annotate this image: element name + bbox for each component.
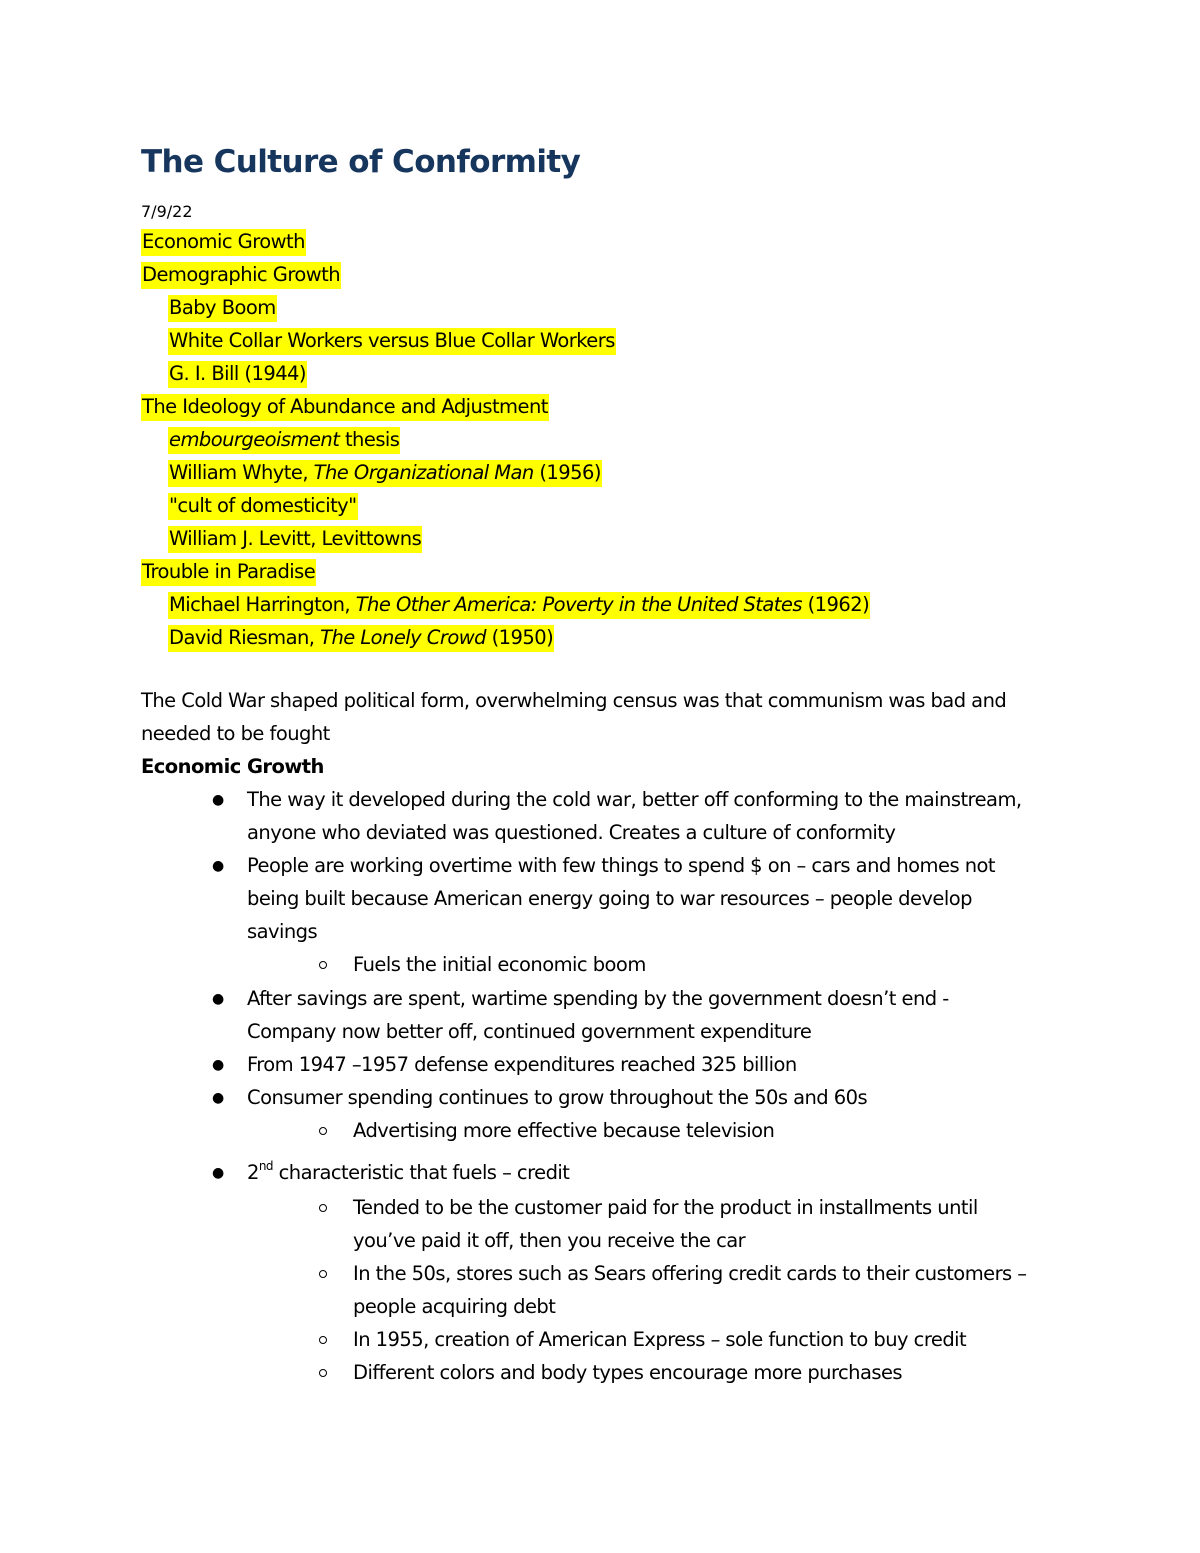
bullet-6-text: characteristic that fuels – credit	[272, 1161, 570, 1184]
outline-ideology-text: The Ideology of Abundance and Adjustment	[141, 394, 549, 421]
outline-collar-workers	[168, 329, 616, 353]
bullet-dot-icon: ●	[212, 1090, 225, 1106]
bullet-2-line-3: savings	[247, 920, 318, 943]
intro-paragraph-line-2: needed to be fought	[141, 722, 330, 745]
bullet-6-ordinal: 2	[247, 1161, 259, 1184]
outline-domesticity	[168, 494, 358, 518]
bullet-2-line-2: being built because American energy going to war resources – people develop	[247, 887, 972, 910]
outline-harrington-text	[168, 592, 870, 619]
bullet-6-sub-2-line-1: In the 50s, stores such as Sears offering credit cards to their customers –	[353, 1262, 1027, 1285]
bullet-6-sub-2-line-2: people acquiring debt	[353, 1295, 556, 1318]
embourgeoisment-rest: thesis	[339, 428, 400, 451]
outline-riesman	[168, 626, 554, 650]
bullet-3-line-1: After savings are spent, wartime spending by the government doesn’t end -	[247, 987, 949, 1010]
date-line: 7/9/22	[141, 202, 193, 221]
outline-embourgeoisment	[168, 428, 400, 452]
outline-gi-bill-text: G. I. Bill (1944)	[168, 361, 307, 388]
outline-ideology	[141, 395, 549, 419]
sub-bullet-circle-icon	[319, 1204, 327, 1212]
bullet-dot-icon: ●	[212, 792, 225, 808]
sub-bullet-circle-icon	[319, 1270, 327, 1278]
sub-bullet-circle-icon	[319, 1336, 327, 1344]
outline-harrington	[168, 593, 870, 617]
harrington-title: The Other America: Poverty in the United States	[355, 593, 802, 616]
bullet-dot-icon: ●	[212, 1165, 225, 1181]
outline-embourgeoisment-text	[168, 427, 400, 454]
bullet-5-line-1: Consumer spending continues to grow throughout the 50s and 60s	[247, 1086, 868, 1109]
outline-demographic-growth-text: Demographic Growth	[141, 262, 341, 289]
bullet-dot-icon: ●	[212, 858, 225, 874]
bullet-6-line-1	[247, 1158, 570, 1185]
whyte-title: The Organizational Man	[313, 461, 534, 484]
outline-trouble-text: Trouble in Paradise	[141, 559, 316, 586]
bullet-2-line-1: People are working overtime with few things to spend $ on – cars and homes not	[247, 854, 995, 877]
bullet-3-line-2: Company now better off, continued government expenditure	[247, 1020, 812, 1043]
outline-baby-boom	[168, 296, 277, 320]
bullet-2-sub-1: Fuels the initial economic boom	[353, 953, 646, 976]
whyte-author: William Whyte,	[169, 461, 314, 484]
sub-bullet-circle-icon	[319, 1127, 327, 1135]
outline-economic-growth	[141, 230, 306, 254]
harrington-author: Michael Harrington,	[169, 593, 356, 616]
outline-riesman-text	[168, 625, 554, 652]
outline-levitt	[168, 527, 422, 551]
outline-collar-workers-text: White Collar Workers versus Blue Collar Workers	[168, 328, 616, 355]
embourgeoisment-italic: embourgeoisment	[169, 428, 340, 451]
outline-whyte-text	[168, 460, 602, 487]
bullet-dot-icon: ●	[212, 1057, 225, 1073]
bullet-6-ordinal-suffix: nd	[258, 1158, 273, 1173]
intro-paragraph-line-1: The Cold War shaped political form, overwhelming census was that communism was bad and	[141, 689, 1007, 712]
bullet-6-sub-1-line-1: Tended to be the customer paid for the product in installments until	[353, 1196, 978, 1219]
outline-baby-boom-text: Baby Boom	[168, 295, 277, 322]
outline-levitt-text: William J. Levitt, Levittowns	[168, 526, 422, 553]
outline-trouble	[141, 560, 316, 584]
bullet-6-sub-4-line-1: Different colors and body types encourage more purchases	[353, 1361, 903, 1384]
harrington-year: (1962)	[801, 593, 870, 616]
sub-bullet-circle-icon	[319, 1369, 327, 1377]
bullet-1-line-1: The way it developed during the cold war, better off conforming to the mainstream,	[247, 788, 1022, 811]
page-title: The Culture of Conformity	[141, 144, 581, 180]
outline-domesticity-text: "cult of domesticity"	[168, 493, 358, 520]
bullet-6-sub-1-line-2: you’ve paid it off, then you receive the car	[353, 1229, 746, 1252]
bullet-6-sub-3-line-1: In 1955, creation of American Express – sole function to buy credit	[353, 1328, 967, 1351]
riesman-year: (1950)	[485, 626, 554, 649]
bullet-dot-icon: ●	[212, 991, 225, 1007]
bullet-1-line-2: anyone who deviated was questioned. Creates a culture of conformity	[247, 821, 896, 844]
outline-demographic-growth	[141, 263, 341, 287]
bullet-5-sub-1: Advertising more effective because television	[353, 1119, 775, 1142]
sub-bullet-circle-icon	[319, 961, 327, 969]
bullet-4-line-1: From 1947 –1957 defense expenditures reached 325 billion	[247, 1053, 797, 1076]
outline-gi-bill	[168, 362, 307, 386]
section-heading: Economic Growth	[141, 755, 324, 778]
whyte-year: (1956)	[533, 461, 601, 484]
outline-whyte	[168, 461, 602, 485]
outline-economic-growth-text: Economic Growth	[141, 229, 306, 256]
riesman-author: David Riesman,	[169, 626, 321, 649]
riesman-title: The Lonely Crowd	[320, 626, 486, 649]
